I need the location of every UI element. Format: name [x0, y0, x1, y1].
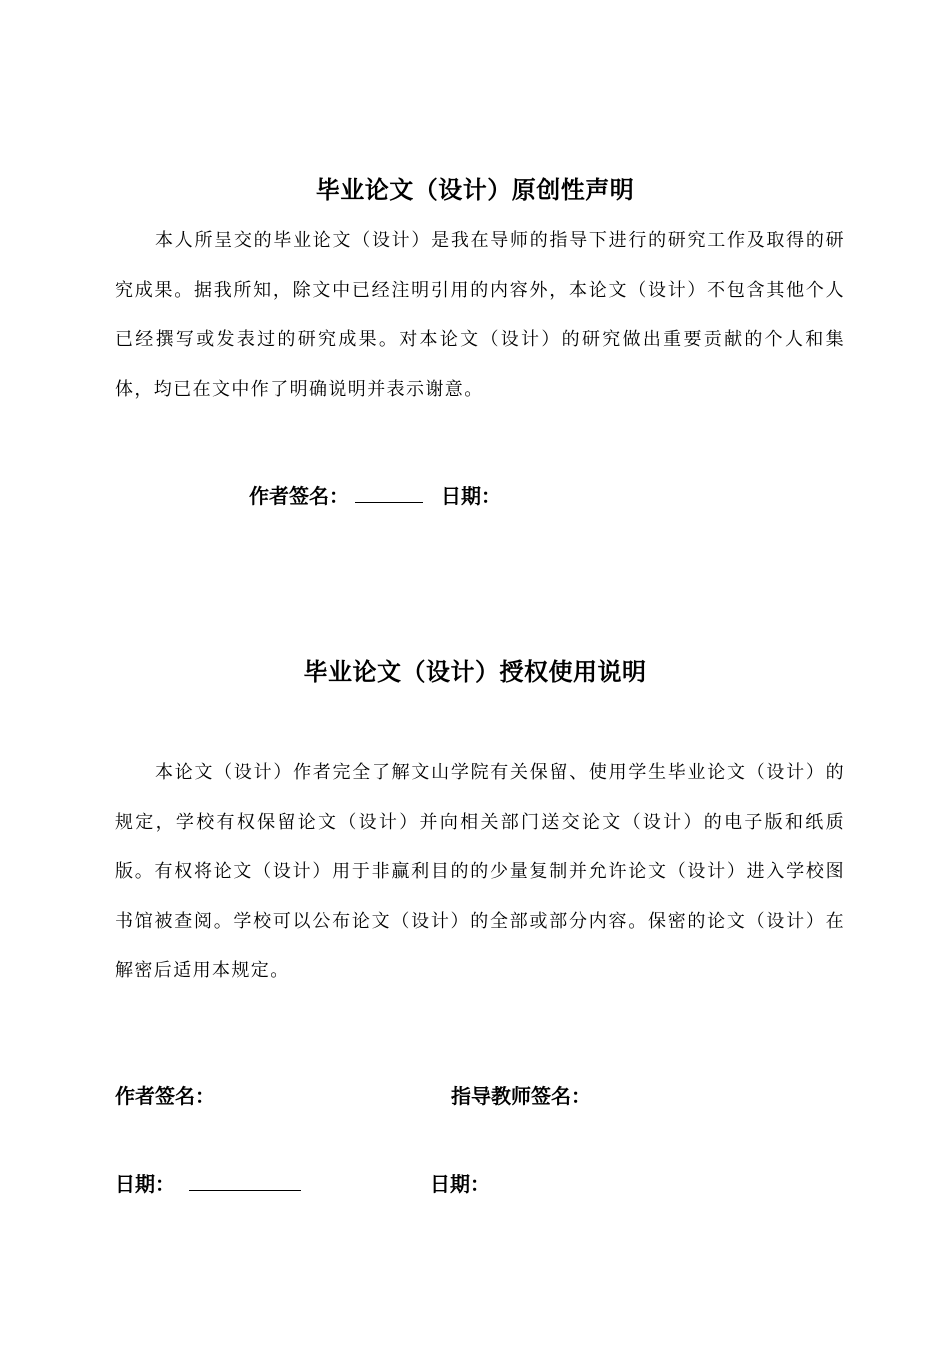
author-date-label: 日期：	[115, 1172, 175, 1196]
date-label: 日期：	[441, 484, 501, 508]
authorization-statement: 本论文（设计）作者完全了解文山学院有关保留、使用学生毕业论文（设计）的规定，学校有权保留论文（设计）并向相关部门送交论文（设计）的电子版和纸质版。有权将论文（设计）用于非赢利目的的少量复制并允许论文（设计）进入学校图书馆被查阅。学校可以公布论文（设计）的全部或部分内容。保密的论文（设计）在解密后适用本规定。	[115, 762, 845, 981]
authorization-advisor-signature-label: 指导教师签名：	[451, 1084, 591, 1108]
authorization-author-date-row	[115, 1170, 301, 1198]
author-signature-label: 作者签名：	[249, 484, 349, 508]
originality-title: 毕业论文（设计）原创性声明	[315, 176, 635, 204]
authorization-advisor-date-label: 日期：	[430, 1172, 490, 1196]
authorization-title: 毕业论文（设计）授权使用说明	[303, 658, 647, 686]
originality-statement: 本人所呈交的毕业论文（设计）是我在导师的指导下进行的研究工作及取得的研究成果。据我所知，除文中已经注明引用的内容外，本论文（设计）不包含其他个人已经撰写或发表过的研究成果。对本论文（设计）的研究做出重要贡献的个人和集体，均已在文中作了明确说明并表示谢意。	[115, 230, 845, 400]
signature-underline	[355, 484, 423, 503]
authorization-author-signature-label: 作者签名：	[115, 1084, 215, 1108]
date-underline	[189, 1172, 301, 1191]
originality-signature-row	[249, 482, 501, 510]
